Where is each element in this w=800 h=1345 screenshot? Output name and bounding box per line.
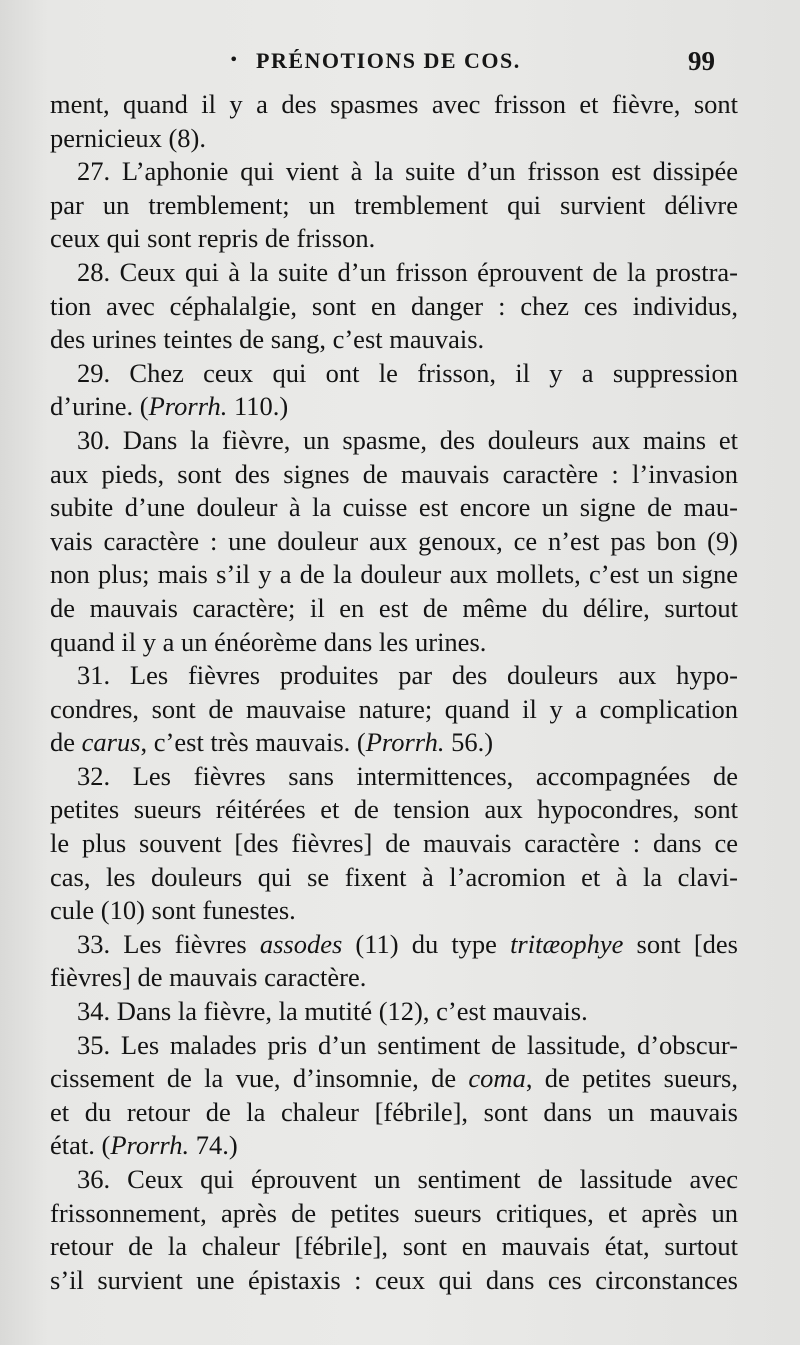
text-line: cas, les douleurs qui se fixent à l’acromion et à la clavi-	[50, 861, 738, 892]
text-line: tion avec céphalalgie, sont en danger : chez ces individus,	[50, 290, 738, 321]
text-line: état. (Prorrh. 74.)	[50, 1130, 238, 1161]
text-body	[50, 88, 738, 1297]
text-line: 32. Les fièvres sans intermittences, accompagnées de	[77, 760, 738, 791]
text-line: frissonnement, après de petites sueurs critiques, et après un	[50, 1197, 738, 1228]
text-line: 27. L’aphonie qui vient à la suite d’un frisson est dissipée	[77, 156, 738, 187]
text-line: et du retour de la chaleur [fébrile], sont dans un mauvais	[50, 1096, 738, 1127]
header-bullet: •	[229, 50, 239, 69]
text-line: cule (10) sont funestes.	[50, 895, 296, 926]
text-line: vais caractère : une douleur aux genoux, ce n’est pas bon (9)	[50, 525, 738, 556]
text-line: 29. Chez ceux qui ont le frisson, il y a suppression	[77, 357, 738, 388]
text-line: ment, quand il y a des spasmes avec frisson et fièvre, sont	[50, 89, 738, 119]
text-line: s’il survient une épistaxis : ceux qui dans ces circonstances	[50, 1264, 738, 1295]
text-line: de mauvais caractère; il en est de même du délire, surtout	[50, 592, 738, 623]
text-line: petites sueurs réitérées et de tension aux hypocondres, sont	[50, 794, 738, 825]
running-header	[0, 44, 800, 88]
text-line: 36. Ceux qui éprouvent un sentiment de lassitude avec	[77, 1164, 738, 1194]
text-line: quand il y a un énéorème dans les urines.	[50, 626, 487, 657]
text-line: 34. Dans la fièvre, la mutité (12), c’est mauvais.	[77, 996, 588, 1027]
text-line: cissement de la vue, d’insomnie, de coma, de petites sueurs,	[50, 1063, 738, 1094]
text-line: 30. Dans la fièvre, un spasme, des douleurs aux mains et	[77, 424, 738, 455]
text-line: 33. Les fièvres assodes (11) du type tritæophye sont [des	[77, 928, 738, 959]
text-line: fièvres] de mauvais caractère.	[50, 962, 367, 993]
text-line: pernicieux (8).	[50, 122, 206, 153]
text-line: d’urine. (Prorrh. 110.)	[50, 391, 289, 422]
text-line: retour de la chaleur [fébrile], sont en mauvais état, surtout	[50, 1231, 738, 1262]
text-line: aux pieds, sont des signes de mauvais caractère : l’invasion	[50, 458, 738, 489]
page-number: 99	[688, 46, 715, 76]
text-line: par un tremblement; un tremblement qui survient délivre	[50, 189, 738, 220]
running-title: PRÉNOTIONS DE COS.	[256, 48, 521, 73]
text-line: de carus, c’est très mauvais. (Prorrh. 56.)	[50, 727, 494, 758]
text-line: des urines teintes de sang, c’est mauvais.	[50, 324, 485, 355]
text-line: 28. Ceux qui à la suite d’un frisson éprouvent de la prostra-	[77, 256, 738, 287]
text-line: 31. Les fièvres produites par des douleurs aux hypo-	[77, 660, 738, 691]
text-line: 35. Les malades pris d’un sentiment de lassitude, d’obscur-	[77, 1029, 738, 1060]
text-line: non plus; mais s’il y a de la douleur aux mollets, c’est un signe	[50, 559, 738, 590]
text-line: condres, sont de mauvaise nature; quand il y a complication	[50, 693, 738, 724]
text-line: ceux qui sont repris de frisson.	[50, 223, 376, 254]
text-line: subite d’une douleur à la cuisse est encore un signe de mau-	[50, 492, 738, 523]
text-line: le plus souvent [des fièvres] de mauvais caractère : dans ce	[50, 828, 738, 859]
